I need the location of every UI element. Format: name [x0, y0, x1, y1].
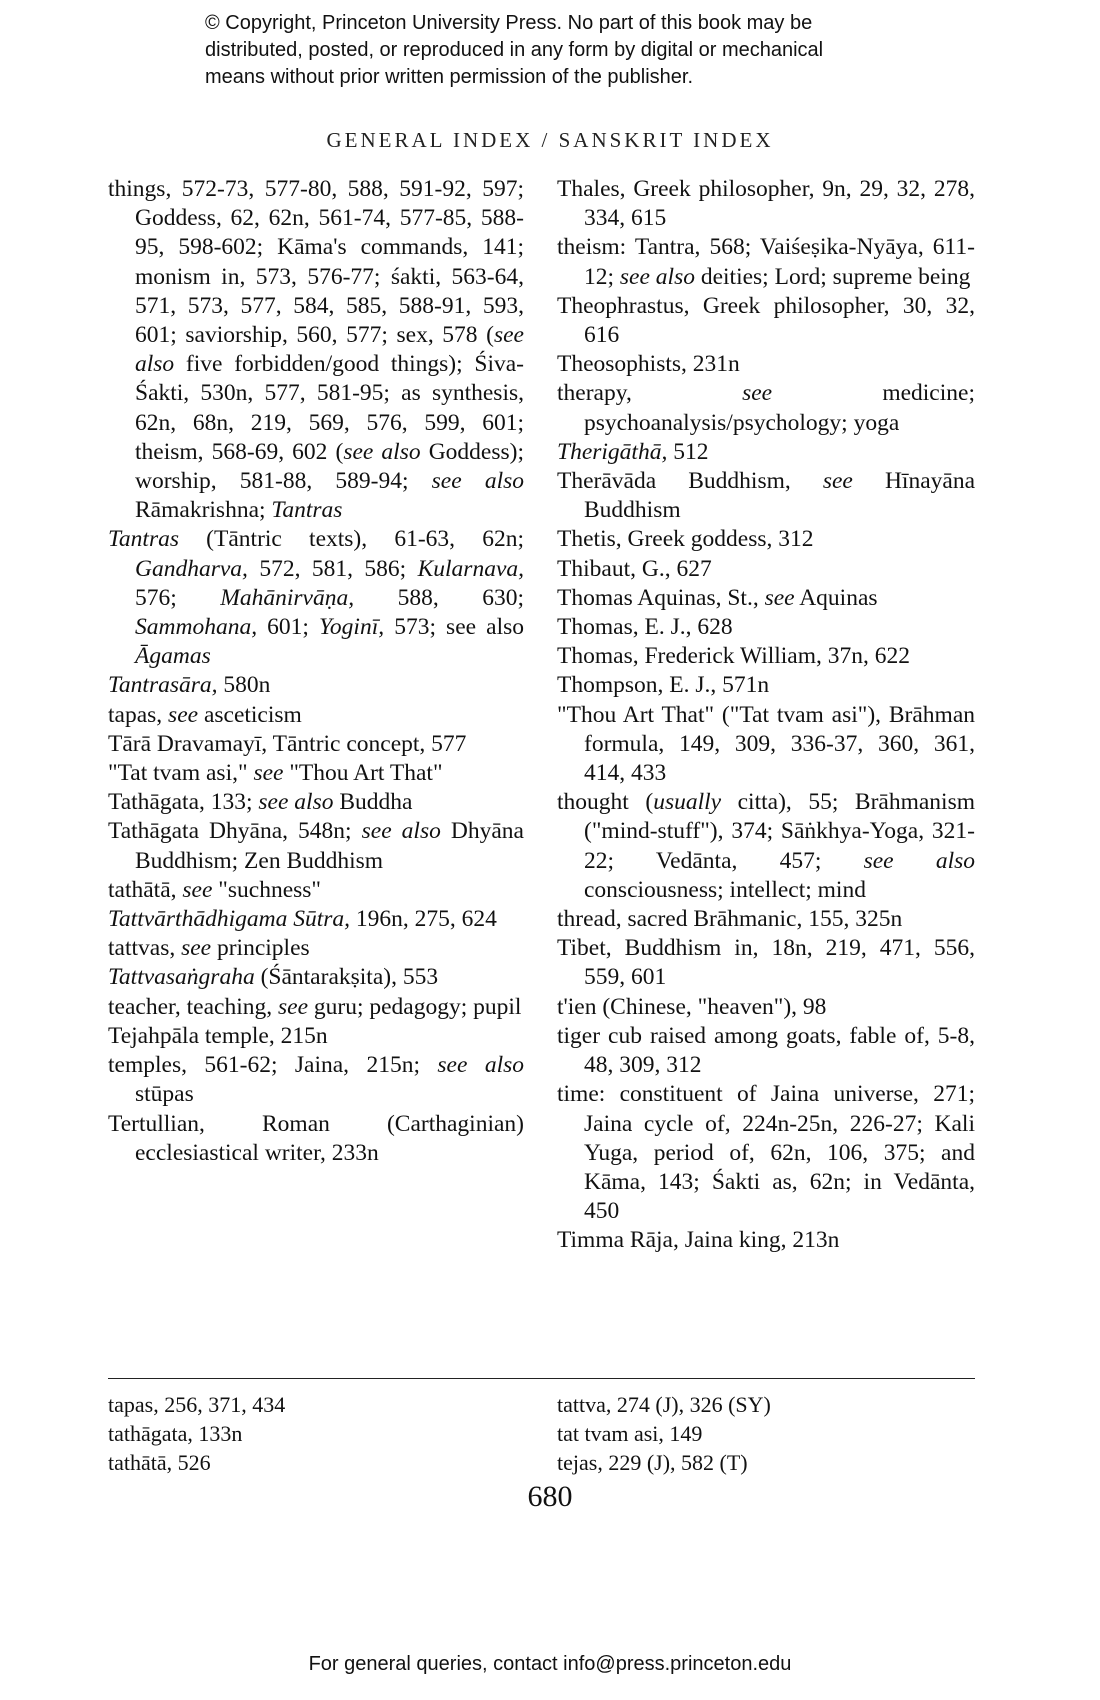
index-entry-text: (Śāntarakṣita), 553: [254, 964, 439, 991]
index-entry: [108, 1051, 524, 1109]
copyright-line: distributed, posted, or reproduced in any form by digital or mechanical: [205, 39, 824, 61]
index-entry: [557, 993, 975, 1022]
index-entry-text: see: [181, 935, 212, 962]
index-entry-text: 196n, 275, 624: [350, 906, 497, 933]
index-entry: [557, 613, 975, 642]
index-entry-text: 601;: [257, 614, 320, 641]
index-entry-text: "Thou Art That" ("Tat tvam asi"), Brāhman formula, 149, 309, 336-37, 360, 361, 414, 433: [557, 701, 975, 787]
sanskrit-index-entry: tathāgata, 133n: [108, 1421, 243, 1446]
index-entry-text: Tattvārthādhigama Sūtra,: [108, 906, 350, 933]
index-entry-text: teacher, teaching,: [108, 993, 278, 1020]
index-entry-text: Theophrastus, Greek philosopher, 30, 32, 616: [557, 292, 975, 349]
sanskrit-index-entry: tat tvam asi, 149: [557, 1421, 703, 1446]
index-entry-text: Goddess); worship, 581-88, 589-94;: [135, 438, 524, 495]
index-entry-text: (Tāntric texts), 61-63, 62n;: [178, 526, 524, 553]
index-entry-text: Tantrasāra,: [108, 672, 218, 699]
index-entry: [557, 350, 975, 379]
index-entry-text: principles: [211, 935, 310, 962]
index-entry: [108, 905, 524, 934]
index-entry-text: tathātā,: [108, 876, 183, 903]
index-entry-text: theism: Tantra, 568; Vaiśeṣika-Nyāya, 611-12;: [557, 234, 975, 290]
copyright-line: © Copyright, Princeton University Press. No part of this book may be: [205, 12, 813, 34]
index-entry-text: 512: [667, 438, 709, 465]
index-entry-text: 576;: [135, 584, 221, 611]
index-entry-text: five forbidden/good things); Śiva-Śakti, 530n, 577, 581-95; as synthesis, 62n, 68n, 219, 569, 576, 599, 601; theism, 568-69, 602 (: [135, 351, 524, 465]
index-entry-text: Hīnayāna Buddhism: [584, 468, 975, 524]
index-entry-text: tiger cub raised among goats, fable of, 5-8, 48, 309, 312: [557, 1022, 975, 1079]
index-entry-text: medicine; psychoanalysis/psychology; yoga: [584, 380, 975, 436]
index-entry-text: see: [253, 760, 284, 787]
index-entry: [108, 963, 524, 992]
index-entry-text: Tantras: [108, 526, 179, 553]
index-entry-text: usually: [653, 789, 722, 816]
index-entry-text: "Thou Art That": [283, 760, 443, 787]
index-entry-text: Tathāgata, 133;: [108, 789, 259, 816]
general-index-left-column: [108, 175, 524, 1168]
index-entry-text: Tibet, Buddhism in, 18n, 219, 471, 556, 559, 601: [557, 935, 975, 991]
general-index-right-column: [557, 175, 975, 1256]
sanskrit-index-right-column: [557, 1390, 975, 1477]
index-entry: [108, 175, 524, 525]
index-entry-text: tapas,: [108, 701, 169, 728]
index-entry-text: see also: [258, 789, 334, 816]
index-entry-text: Therigāthā,: [557, 438, 668, 465]
index-entry-text: Thibaut, G., 627: [557, 555, 712, 582]
index-entry-text: Timma Rāja, Jaina king, 213n: [557, 1227, 840, 1254]
index-entry-text: see also: [619, 263, 695, 290]
index-entry: [557, 555, 975, 584]
index-entry-text: Thales, Greek philosopher, 9n, 29, 32, 278, 334, 615: [557, 176, 975, 232]
index-entry-text: Tattvasaṅgraha: [108, 964, 255, 991]
sanskrit-index-entry: tejas, 229 (J), 582 (T): [557, 1450, 748, 1475]
index-entry-text: "suchness": [212, 876, 322, 903]
index-entry-text: deities; Lord; supreme being: [694, 263, 971, 290]
index-entry-text: see also: [431, 468, 525, 495]
index-entry-text: Therāvāda Buddhism,: [557, 468, 823, 495]
index-entry: [557, 642, 975, 671]
index-entry: [557, 292, 975, 350]
index-entry-text: see also: [343, 438, 421, 465]
index-entry-text: Thompson, E. J., 571n: [557, 672, 770, 699]
running-head: GENERAL INDEX / SANSKRIT INDEX: [326, 128, 774, 152]
index-entry-text: Buddha: [333, 789, 413, 816]
index-entry-text: Tārā Dravamayī, Tāntric concept, 577: [108, 730, 467, 757]
index-entry-text: Tejahpāla temple, 215n: [108, 1022, 328, 1049]
index-entry-text: Tantras: [271, 497, 343, 524]
index-entry: [557, 934, 975, 992]
sanskrit-index-entry: tattva, 274 (J), 326 (SY): [557, 1392, 771, 1417]
index-entry: [557, 379, 975, 437]
index-entry-text: things, 572-73, 577-80, 588, 591-92, 597; Goddess, 62, 62n, 561-74, 577-85, 588-95, 598-602; Kāma's commands, 141; monism in, 573, 576-77; śakti, 563-64, 571, 573, 577, 584, 585, 588-91, 593, 601; saviorship, 560, 577; sex, 578 (: [108, 176, 524, 349]
index-entry: [108, 817, 524, 875]
index-entry-text: see also: [361, 818, 441, 845]
index-entry: [557, 1080, 975, 1226]
index-entry: [557, 671, 975, 700]
index-entry-text: "Tat tvam asi,": [108, 760, 254, 787]
index-entry-text: citta), 55; Brāhmanism ("mind-stuff"), 374; Sāṅkhya-Yoga, 321-22; Vedānta, 457;: [584, 789, 975, 874]
index-entry: [108, 730, 524, 759]
index-entry-text: guru; pedagogy; pupil: [308, 993, 522, 1020]
index-entry-text: consciousness; intellect; mind: [584, 876, 866, 903]
index-entry-text: 573; see also: [384, 614, 524, 641]
index-entry-text: asceticism: [198, 701, 302, 728]
index-entry: [108, 934, 524, 963]
index-entry-text: Tertullian, Roman (Carthaginian) ecclesiastical writer, 233n: [108, 1110, 524, 1166]
index-entry-text: tattvas,: [108, 935, 182, 962]
index-entry: [557, 788, 975, 905]
index-entry: [108, 1110, 524, 1168]
index-entry-text: Thomas Aquinas, St.,: [557, 584, 765, 611]
index-entry-text: Mahānirvāṇa,: [220, 584, 355, 611]
index-entry-text: stūpas: [135, 1081, 194, 1108]
index-entry-text: thought (: [557, 789, 654, 816]
index-entry-text: t'ien (Chinese, "heaven"), 98: [557, 993, 827, 1020]
index-entry-text: see also: [863, 847, 975, 874]
index-entry: [557, 175, 975, 233]
index-entry-text: see also: [135, 322, 524, 378]
index-entry: [108, 993, 524, 1022]
index-entry-text: Yoginī,: [319, 614, 385, 641]
index-entry-text: Kularnava,: [417, 555, 524, 582]
index-entry-text: therapy,: [557, 380, 743, 407]
index-entry: [557, 701, 975, 789]
index-entry: [557, 1022, 975, 1080]
index-entry-text: Tathāgata Dhyāna, 548n;: [108, 818, 362, 845]
index-entry: [108, 876, 524, 905]
index-entry-text: temples, 561-62; Jaina, 215n;: [108, 1052, 438, 1079]
sanskrit-index-left-column: [108, 1390, 508, 1477]
index-entry: [108, 788, 524, 817]
index-entry: [557, 905, 975, 934]
index-entry: [557, 233, 975, 291]
index-entry-text: see also: [437, 1052, 524, 1079]
index-entry: [557, 1226, 975, 1255]
index-entry-text: Thetis, Greek goddess, 312: [557, 526, 814, 553]
index-entry: [557, 438, 975, 467]
index-entry-text: 580n: [217, 672, 271, 699]
page-number: 680: [527, 1480, 573, 1513]
index-entry-text: see: [822, 468, 853, 495]
index-entry: [557, 467, 975, 525]
footer-contact: For general queries, contact info@press.princeton.edu: [308, 1653, 792, 1675]
index-entry-text: Thomas, Frederick William, 37n, 622: [557, 643, 911, 670]
index-entry-text: see: [168, 701, 199, 728]
sanskrit-index-entry: tathātā, 526: [108, 1450, 211, 1475]
index-entry-text: Thomas, E. J., 628: [557, 614, 733, 641]
index-entry-text: Gandharva,: [135, 555, 248, 582]
index-entry: [108, 759, 524, 788]
index-entry: [557, 525, 975, 554]
index-entry: [108, 525, 524, 671]
index-entry: [108, 701, 524, 730]
index-entry-text: see: [182, 876, 213, 903]
index-entry-text: Sammohana,: [135, 614, 258, 641]
index-entry-text: Dhyāna Buddhism; Zen Buddhism: [135, 818, 524, 874]
index-entry-text: Āgamas: [135, 643, 211, 670]
index-entry: [108, 671, 524, 700]
index-entry-text: see: [278, 993, 309, 1020]
copyright-notice: [205, 10, 925, 91]
section-divider: [108, 1378, 975, 1379]
index-entry-text: time: constituent of Jaina universe, 271; Jaina cycle of, 224n-25n, 226-27; Kali Yuga, period of, 62n, 106, 375; and Kāma, 143; Śakti as, 62n; in Vedānta, 450: [557, 1081, 975, 1225]
copyright-line: means without prior written permission of the publisher.: [205, 66, 694, 88]
index-entry: [108, 1022, 524, 1051]
index-entry-text: Rāmakrishna;: [135, 497, 272, 524]
index-entry-text: Aquinas: [794, 584, 878, 611]
index-entry-text: 588, 630;: [354, 584, 524, 611]
index-entry-text: see: [764, 584, 795, 611]
index-entry: [557, 584, 975, 613]
index-entry-text: 572, 581, 586;: [247, 555, 418, 582]
sanskrit-index-entry: tapas, 256, 371, 434: [108, 1392, 286, 1417]
index-entry-text: see: [742, 380, 773, 407]
index-entry-text: thread, sacred Brāhmanic, 155, 325n: [557, 906, 903, 933]
index-entry-text: Theosophists, 231n: [557, 351, 740, 378]
